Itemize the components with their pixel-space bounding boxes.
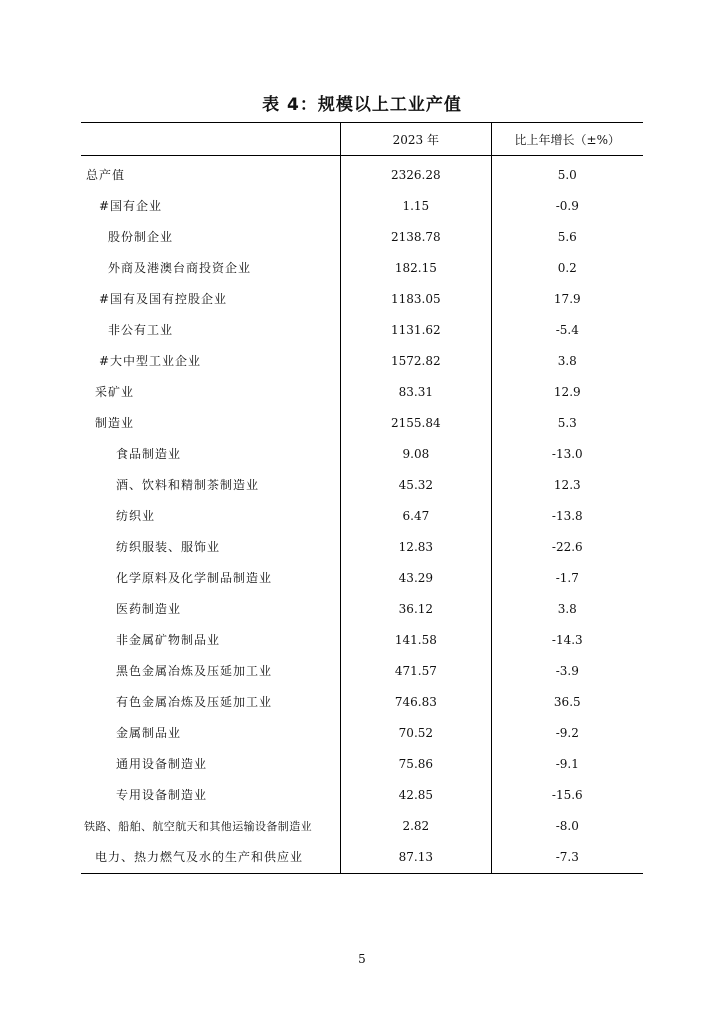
row-growth-rate: -13.8 [491, 501, 643, 532]
row-value-2023: 45.32 [340, 470, 490, 501]
row-growth-rate: -1.7 [491, 563, 643, 594]
row-value-2023: 42.85 [340, 780, 490, 811]
table-row [81, 687, 643, 718]
row-value-2023: 6.47 [340, 501, 490, 532]
row-growth-rate: 3.8 [491, 346, 643, 377]
row-growth-rate: -22.6 [491, 532, 643, 563]
row-label: 纺织服装、服饰业 [116, 540, 221, 554]
row-growth-rate: 5.3 [491, 408, 643, 439]
row-growth-rate: 17.9 [491, 284, 643, 315]
row-growth-rate: 12.3 [491, 470, 643, 501]
row-value-2023: 1183.05 [340, 284, 490, 315]
row-label: 非公有工业 [108, 323, 174, 337]
row-value-2023: 746.83 [340, 687, 490, 718]
table-row [81, 842, 643, 873]
table-row [81, 563, 643, 594]
row-label: 铁路、船舶、航空航天和其他运输设备制造业 [84, 820, 312, 833]
table-row [81, 346, 643, 377]
table-row [81, 315, 643, 346]
row-value-2023: 43.29 [340, 563, 490, 594]
row-growth-rate: 12.9 [491, 377, 643, 408]
row-label: 医药制造业 [116, 602, 182, 616]
table-row [81, 656, 643, 687]
table-row [81, 253, 643, 284]
row-value-2023: 9.08 [340, 439, 490, 470]
table-row [81, 222, 643, 253]
table-row [81, 160, 643, 191]
page-number: 5 [358, 952, 366, 966]
row-label: 专用设备制造业 [116, 788, 208, 802]
row-value-2023: 182.15 [340, 253, 490, 284]
row-value-2023: 87.13 [340, 842, 490, 873]
table-row [81, 284, 643, 315]
row-value-2023: 2326.28 [340, 160, 490, 191]
table-row [81, 470, 643, 501]
row-value-2023: 141.58 [340, 625, 490, 656]
row-growth-rate: -5.4 [491, 315, 643, 346]
table-row [81, 439, 643, 470]
row-value-2023: 1131.62 [340, 315, 490, 346]
row-value-2023: 12.83 [340, 532, 490, 563]
table-row [81, 811, 643, 842]
row-growth-rate: -0.9 [491, 191, 643, 222]
row-label: 金属制品业 [116, 726, 182, 740]
row-value-2023: 2138.78 [340, 222, 490, 253]
row-value-2023: 83.31 [340, 377, 490, 408]
row-label: 采矿业 [95, 385, 135, 399]
table-row [81, 501, 643, 532]
row-label: #大中型工业企业 [99, 354, 202, 368]
row-value-2023: 471.57 [340, 656, 490, 687]
row-label: 通用设备制造业 [116, 757, 208, 771]
row-label: 制造业 [95, 416, 135, 430]
row-label: 纺织业 [116, 509, 156, 523]
row-label: 非金属矿物制品业 [116, 633, 221, 647]
row-value-2023: 1.15 [340, 191, 490, 222]
table-row [81, 625, 643, 656]
industrial-output-table [81, 122, 643, 874]
row-growth-rate: 5.0 [491, 160, 643, 191]
header-year-column: 2023 年 [340, 123, 490, 155]
row-value-2023: 2.82 [340, 811, 490, 842]
header-item-column [81, 123, 340, 155]
table-row [81, 532, 643, 563]
row-value-2023: 2155.84 [340, 408, 490, 439]
table-body [81, 160, 643, 873]
row-label: 外商及港澳台商投资企业 [108, 261, 252, 275]
table-row [81, 718, 643, 749]
row-label: #国有及国有控股企业 [99, 292, 228, 306]
row-growth-rate: -15.6 [491, 780, 643, 811]
row-growth-rate: -9.1 [491, 749, 643, 780]
row-growth-rate: -8.0 [491, 811, 643, 842]
table-row [81, 377, 643, 408]
row-growth-rate: -13.0 [491, 439, 643, 470]
row-value-2023: 75.86 [340, 749, 490, 780]
row-label: 化学原料及化学制品制造业 [116, 571, 273, 585]
row-label: 股份制企业 [108, 230, 174, 244]
table-row [81, 749, 643, 780]
row-label: 酒、饮料和精制茶制造业 [116, 478, 260, 492]
row-label: 总产值 [86, 168, 126, 182]
table-row [81, 594, 643, 625]
table-row [81, 408, 643, 439]
row-growth-rate: -7.3 [491, 842, 643, 873]
row-value-2023: 70.52 [340, 718, 490, 749]
row-growth-rate: 3.8 [491, 594, 643, 625]
table-row [81, 780, 643, 811]
row-growth-rate: 0.2 [491, 253, 643, 284]
row-label: 食品制造业 [116, 447, 182, 461]
header-growth-column: 比上年增长（±%） [491, 123, 643, 155]
row-label: #国有企业 [99, 199, 163, 213]
row-growth-rate: -3.9 [491, 656, 643, 687]
row-growth-rate: -9.2 [491, 718, 643, 749]
row-value-2023: 1572.82 [340, 346, 490, 377]
row-value-2023: 36.12 [340, 594, 490, 625]
table-row [81, 191, 643, 222]
row-growth-rate: -14.3 [491, 625, 643, 656]
row-label: 电力、热力燃气及水的生产和供应业 [95, 850, 304, 864]
row-growth-rate: 36.5 [491, 687, 643, 718]
table-header-row [81, 123, 643, 156]
row-label: 有色金属冶炼及压延加工业 [116, 695, 273, 709]
row-growth-rate: 5.6 [491, 222, 643, 253]
table-title: 表 4：规模以上工业产值 [262, 95, 462, 115]
row-label: 黑色金属冶炼及压延加工业 [116, 664, 273, 678]
